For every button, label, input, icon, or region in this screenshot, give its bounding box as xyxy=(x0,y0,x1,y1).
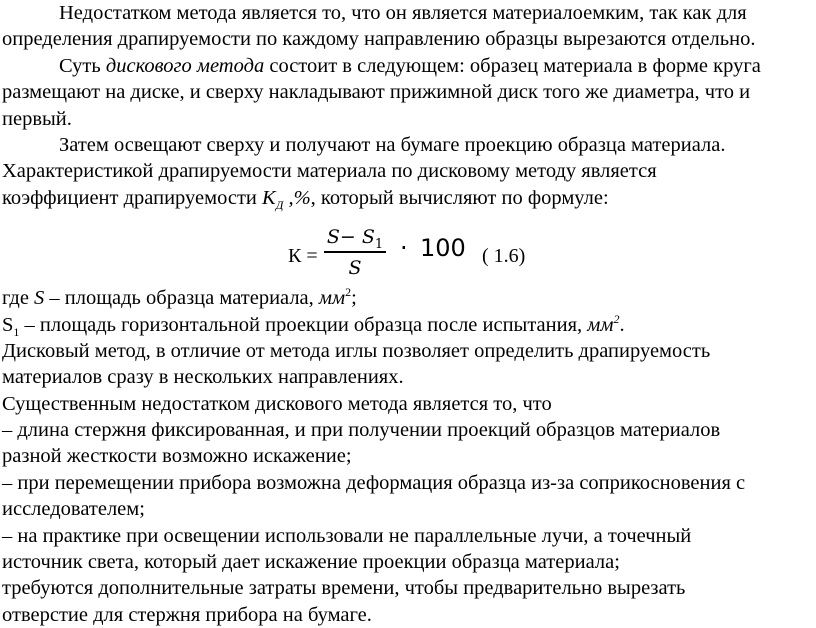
formula-lhs: К = xyxy=(288,245,318,268)
body-line-3: Существенным недостатком дискового метода является то, что xyxy=(2,392,552,415)
definition-s-unit: мм xyxy=(318,287,346,310)
drape-coefficient-subscript: Д xyxy=(275,197,284,212)
definition-s-end: ; xyxy=(351,287,357,310)
definition-s-prefix: где xyxy=(2,287,35,310)
body-line-10: требуются дополнительные затраты времени, чтобы предварительно вырезать xyxy=(2,577,686,600)
paragraph-2-prefix: Суть xyxy=(59,54,106,77)
body-line-2: материалов сразу в нескольких направлениях. xyxy=(2,366,404,389)
formula-numerator xyxy=(324,225,386,252)
paragraph-2-line-1 xyxy=(2,53,814,79)
document-page xyxy=(2,0,814,628)
body-line-9: источник света, который дает искажение проекции образца материала; xyxy=(2,551,620,574)
body-line-6: – при перемещении прибора возможна деформация образца из-за соприкосновения с xyxy=(2,471,746,494)
body-line-5: разной жесткости возможно искажение; xyxy=(2,445,352,468)
paragraph-2-line-3: первый. xyxy=(2,107,72,130)
paragraph-3-suffix: , который вычисляют по формуле: xyxy=(310,186,609,209)
formula-denominator: S xyxy=(348,256,362,279)
definition-s1-symbol: S xyxy=(2,313,14,336)
body-line-8: – на практике при освещении использовали не параллельные лучи, а точечный xyxy=(2,524,692,547)
paragraph-2-suffix: состоит в следующем: образец материала в форме круга xyxy=(264,54,761,77)
definition-s1-text: – площадь горизонтальной проекции образца после испытания, xyxy=(19,313,588,336)
paragraph-3-prefix: коэффициент драпируемости xyxy=(2,186,263,209)
body-line-4: – длина стержня фиксированная, и при получении проекций образцов материалов xyxy=(2,419,721,442)
definition-s1-end: . xyxy=(619,313,625,336)
paragraph-1-line-2: определения драпируемости по каждому направлению образцы вырезаются отдельно. xyxy=(2,28,756,51)
paragraph-2-line-2: размещают на диске, и сверху накладывают прижимной диск того же диаметра, что и xyxy=(2,81,751,104)
formula-numerator-sub: 1 xyxy=(374,236,384,252)
definition-s xyxy=(2,285,814,311)
body-line-11: отверстие для стержня прибора на бумаге. xyxy=(2,603,372,626)
drape-formula xyxy=(2,225,814,285)
paragraph-3-line-3 xyxy=(2,185,814,211)
formula-numerator-main: S− S xyxy=(326,226,375,249)
definition-s1-exponent: 2 xyxy=(613,311,620,326)
equation-number: ( 1.6) xyxy=(482,245,526,268)
drape-coefficient-unit: ,% xyxy=(283,186,311,209)
paragraph-3-line-2: Характеристикой драпируемости материала по дисковому методу является xyxy=(2,160,657,183)
paragraph-1-line-1: Недостатком метода является то, что он является материалоемким, так как для xyxy=(59,2,747,24)
disk-method-term: дискового метода xyxy=(105,54,265,77)
definition-s1-unit: мм xyxy=(587,313,614,336)
formula-fraction xyxy=(324,225,386,280)
definition-s-text: – площадь образца материала, xyxy=(44,287,319,310)
body-line-1: Дисковый метод, в отличие от метода иглы позволяет определить драпируемость xyxy=(2,339,711,362)
formula-multiply-operator: · xyxy=(400,234,408,263)
drape-coefficient-symbol: K xyxy=(262,186,276,209)
body-line-7: исследователем; xyxy=(2,498,145,521)
paragraph-3-line-1: Затем освещают сверху и получают на бумаге проекцию образца материала. xyxy=(59,133,726,156)
definition-s-exponent: 2 xyxy=(345,285,352,300)
formula-multiplier: 100 xyxy=(420,234,466,263)
definition-s-symbol: S xyxy=(34,287,45,310)
definition-s1 xyxy=(2,312,814,338)
definition-s1-subscript: 1 xyxy=(13,324,20,339)
